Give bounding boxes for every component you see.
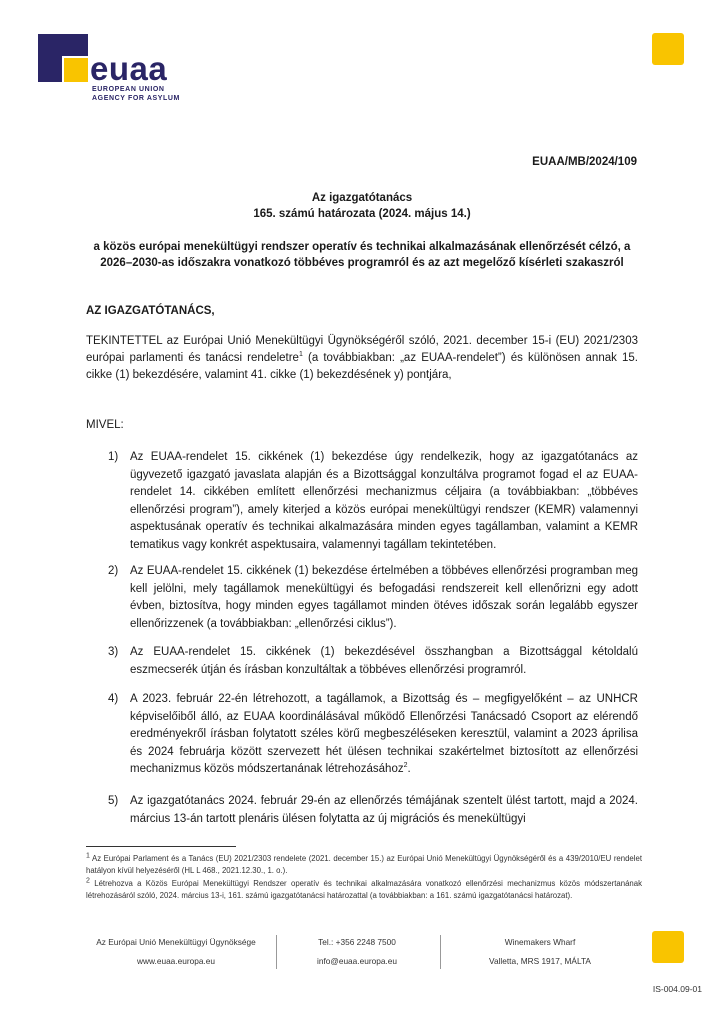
footer-contact: Tel.: +356 2248 7500 info@euaa.europa.eu <box>284 933 430 971</box>
whereas-label: MIVEL: <box>86 419 124 431</box>
euaa-logo-mark <box>38 34 88 82</box>
logo-subtitle: EUROPEAN UNION AGENCY FOR ASYLUM <box>92 86 180 102</box>
corner-square-top <box>652 33 684 65</box>
footnote-2: $^2$ Létrehozva a Közös Európai Menekültügyi Rendszer operatív és technikai alkalmazására vonatkozó ellenőrzési mechanizmus közös módszertanának létrehozásáról szóló, 2024. március 13-i, 161. számú igazgatótanácsi határozattal (a továbbiakban: a 161. számú igazgatótanácsi határozat). <box>86 877 642 900</box>
recital-5: 5) Az igazgatótanács 2024. február 29-én az ellenőrzés témájának szentelt ülést tartott, majd a 2024. március 13-án tartott plenáris ülésen folytatta az új migrációs és menekültügyi <box>108 795 638 825</box>
board-heading: AZ IGAZGATÓTANÁCS, <box>86 305 215 317</box>
recital-1: 1) Az EUAA-rendelet 15. cikkének (1) bekezdése úgy rendelkezik, hogy az igazgatótanács az ügyvezető igazgató javaslata alapján és a Bizottsággal konzultálva programot fogad el az EUAA-rendelet 14. cikkében említett ellenőrzési mechanizmus céljaira (a továbbiakban: „többéves ellenőrzési program”), amely kiterjed a közös európai menekültügyi rendszer (KEMR) valamennyi aspektusának operatív és technikai alkalmazására minden egyes tagállamban, valamint a KEMR tematikus vagy konkrét aspektusaira, valamennyi tagállam tekintetében. <box>108 451 638 551</box>
footnote-1: $^1$ Az Európai Parlament és a Tanács (EU) 2021/2303 rendelete (2021. december 15.) az Európai Unió Menekültügyi Ügynökségéről és a 439/2010/EU rendelet hatályon kívül helyezéséről (HL L 468., 2021.12.30., 1. o.). <box>86 852 642 875</box>
recital-2: 2) Az EUAA-rendelet 15. cikkének (1) bekezdése értelmében a többéves ellenőrzési programban meg kell jelölni, mely tagállamok menekültügyi és befogadási rendszereit kell ellenőrizni egy adott évben, biztosítva, hogy minden egyes tagállamot minden ötéves időszak során legalább egyszer ellenőrizzenek (a továbbiakban: „ellenőrzési ciklus”). <box>108 565 638 630</box>
having-regard-paragraph: TEKINTETTEL az Európai Unió Menekültügyi Ügynökségéről szóló, 2021. december 15-i (EU) 2021/2303 európai parlamenti és tanácsi rendeletre$^1$ (a továbbiakban: „az EUAA-rendelet”) és különösen annak 15. cikke (1) bekezdésére, valamint 41. cikke (1) bekezdésének y) pontjára, <box>86 335 638 381</box>
footnote-separator <box>86 846 236 847</box>
decision-subject: a közös európai menekültügyi rendszer operatív és technikai alkalmazásának ellenőrzését célzó, a 2026–2030-as időszakra vonatkozó többéves programról és az azt megelőző kísérleti szakaszról <box>93 241 631 269</box>
footnote-ref-2: 2 <box>403 762 408 770</box>
footer-divider <box>276 935 277 969</box>
footer-email[interactable]: info@euaa.europa.eu <box>317 956 397 966</box>
recital-4: 4) A 2023. február 22-én létrehozott, a tagállamok, a Bizottság és – megfigyelőként – az UNHCR képviselőiből álló, az EUAA koordinálásával működő Ellenőrzési Tanácsadó Csoport az elérendő eredményekről írásban folytatott széles körű megbeszéléseken keresztül, valamint a 2023 áprilisa és 2024 februárja között szervezett hét ülésen technikai szakértelmet biztosított az ellenőrzési mechanizmus közös módszertanának létrehozásához$^2$. <box>108 693 638 775</box>
footnote-ref-1: 1 <box>298 351 303 359</box>
footer-agency: Az Európai Unió Menekültügyi Ügynöksége www.euaa.europa.eu <box>86 933 266 971</box>
corner-square-bottom <box>652 931 684 963</box>
footer-address: Winemakers Wharf Valletta, MRS 1917, MÁLTA <box>489 937 591 966</box>
recital-3: 3) Az EUAA-rendelet 15. cikkének (1) bekezdésével összhangban a Bizottsággal kétoldalú eszmecserék útján és írásban konzultáltak a többéves ellenőrzési programról. <box>108 646 638 676</box>
logo-wordmark: euaa <box>90 50 168 87</box>
footer-website[interactable]: www.euaa.europa.eu <box>137 956 215 966</box>
document-reference: EUAA/MB/2024/109 <box>532 156 637 168</box>
document-code: IS-004.09-01 <box>652 984 702 994</box>
decision-title: Az igazgatótanács 165. számú határozata (2024. május 14.) <box>253 192 471 220</box>
footer-divider <box>440 935 441 969</box>
